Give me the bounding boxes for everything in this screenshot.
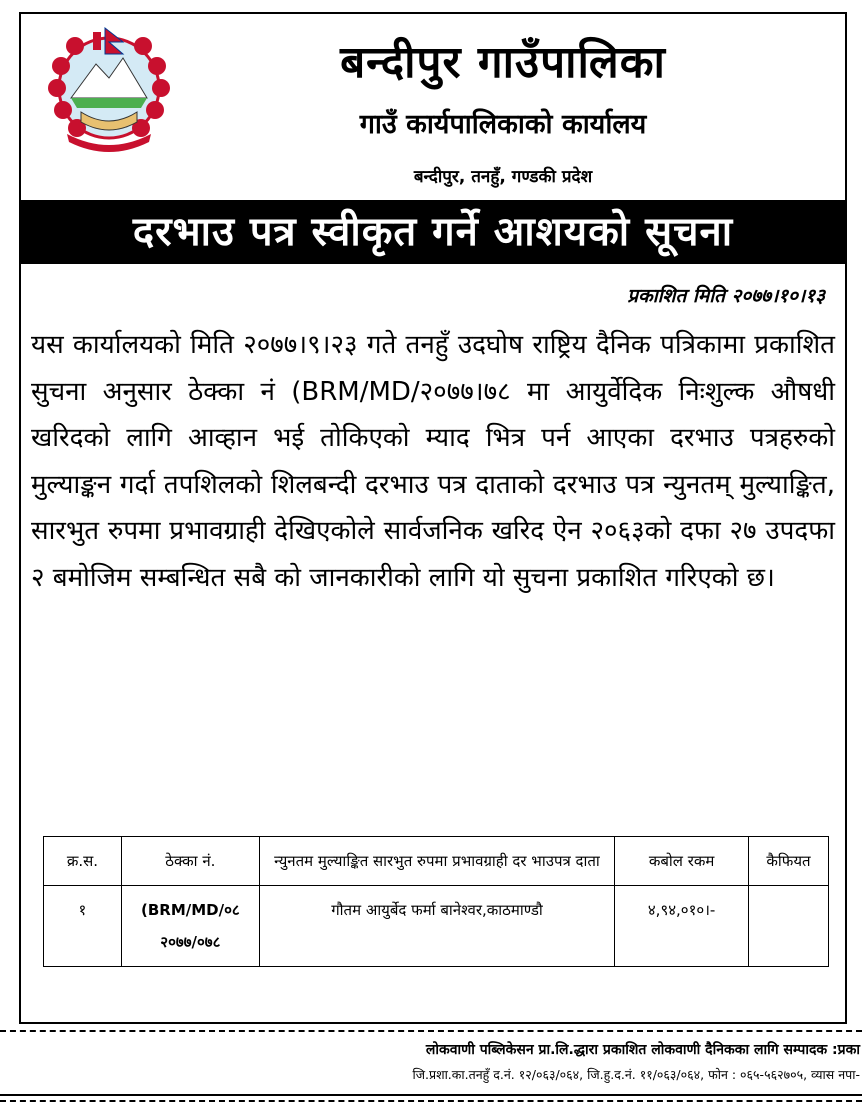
column-header-remarks: कैफियत xyxy=(749,837,829,886)
column-header-sn: क्र.स. xyxy=(44,837,122,886)
footer-rule xyxy=(0,1094,862,1096)
column-header-contract-no: ठेक्का नं. xyxy=(121,837,259,886)
table-header-row xyxy=(44,837,829,886)
office-address: बन्दीपुर, तनहुँ, गण्डकी प्रदेश xyxy=(413,167,593,187)
municipality-title: बन्दीपुर गाउँपालिका xyxy=(340,37,666,88)
notice-frame xyxy=(19,12,847,1024)
cell-bidder: गौतम आयुर्बेद फर्मा बानेश्वर,काठमाण्डौ xyxy=(259,886,614,967)
footer-divider xyxy=(0,1030,862,1034)
table-row xyxy=(44,886,829,967)
cell-sn: १ xyxy=(44,886,122,967)
notice-body: यस कार्यालयको मिति २०७७।९।२३ गते तनहुँ उदघोष राष्ट्रिय दैनिक पत्रिकामा प्रकाशित सुचना अनुसार ठेक्का नं (BRM/MD/२०७७।७८ मा आयुर्वेदिक निःशुल्क औषधी खरिदको लागि आव्हान भई तोकिएको म्याद भित्र पर्न आएका दरभाउ पत्रहरुको मुल्याङ्कन गर्दा तपशिलको शिलबन्दी दरभाउ पत्र दाताको दरभाउ पत्र न्युनतम् मुल्याङ्कित, सारभुत रुपमा प्रभावग्राही देखिएकोले सार्वजनिक खरिद ऐन २०६३को दफा २७ उपदफा २ बमोजिम सम्बन्धित सबै को जानकारीको लागि यो सुचना प्रकाशित गरिएको छ। xyxy=(31,330,835,593)
nepal-emblem-icon xyxy=(41,26,177,156)
cell-contract-no: (BRM/MD/०८ २०७७/०७८ xyxy=(121,886,259,967)
registration-line: जि.प्रशा.का.तनहुँ द.नं. १२/०६३/०६४, जि.हु.द.नं. ११/०६३/०६४, फोन : ०६५-५६२७०५, व्यास नपा- xyxy=(412,1067,860,1082)
cell-amount: ४,९४,०१०।- xyxy=(615,886,749,967)
publication-date: प्रकाशित मिति २०७७।१०।१३ xyxy=(627,285,825,307)
column-header-amount: कबोल रकम xyxy=(615,837,749,886)
award-table xyxy=(43,836,829,967)
column-header-bidder: न्युनतम मुल्याङ्कित सारभुत रुपमा प्रभावग्राही दर भाउपत्र दाता xyxy=(259,837,614,886)
office-subtitle: गाउँ कार्यपालिकाको कार्यालय xyxy=(359,109,647,140)
cell-remarks xyxy=(749,886,829,967)
footer-rule-dashed xyxy=(0,1100,862,1102)
notice-heading-banner: दरभाउ पत्र स्वीकृत गर्ने आशयको सूचना xyxy=(21,200,845,264)
publisher-line: लोकवाणी पब्लिकेसन प्रा.लि.द्धारा प्रकाशित लोकवाणी दैनिकका लागि सम्पादक :प्रका xyxy=(425,1042,860,1058)
